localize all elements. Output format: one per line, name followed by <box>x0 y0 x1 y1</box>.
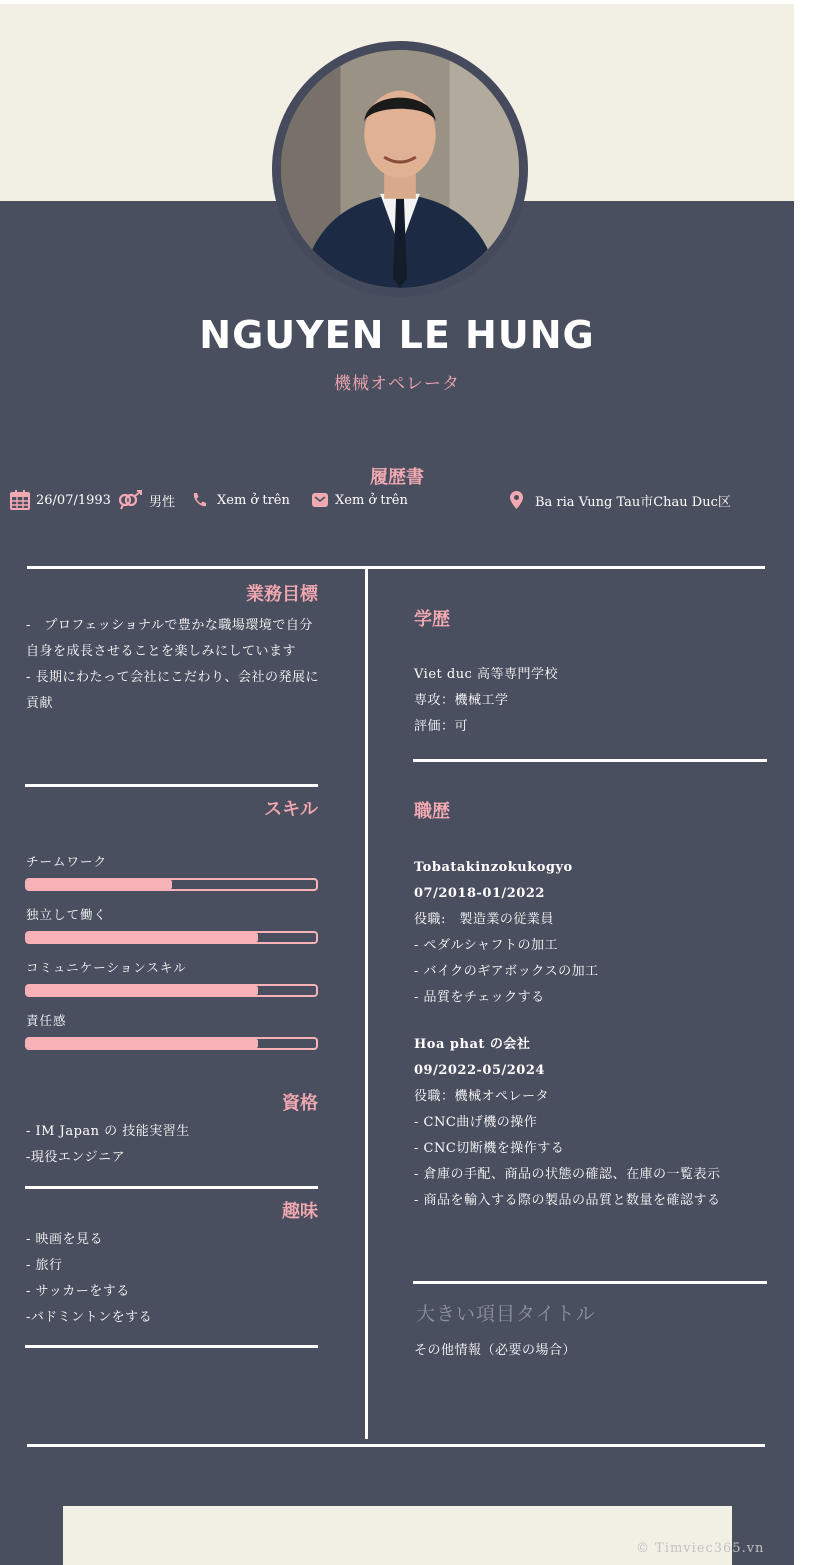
certificates-heading: 資格 <box>282 1093 318 1114</box>
education-line: 専攻：機械工学 <box>414 693 509 708</box>
objective-text <box>26 613 320 717</box>
skill-bar <box>25 931 318 944</box>
job-company: Tobatakinzokukogyo <box>414 860 573 875</box>
hobby-line: - 映画を見る <box>26 1232 104 1247</box>
other-heading: 大きい項目タイトル <box>416 1303 596 1325</box>
skill-fill <box>27 1039 258 1048</box>
bottom-band <box>63 1506 732 1565</box>
job-company: Hoa phat の会社 <box>414 1037 531 1052</box>
gender-icon <box>117 490 143 510</box>
hobbies-text <box>26 1227 152 1331</box>
skill-label: コミュニケーションスキル <box>26 960 187 975</box>
calendar-icon <box>10 490 30 510</box>
hobby-line: - サッカーをする <box>26 1284 130 1299</box>
certificate-line: -現役エンジニア <box>26 1150 126 1165</box>
job-line: 役職：機械オペレータ <box>414 1089 550 1104</box>
experience-heading: 職歴 <box>414 801 450 822</box>
job-period: 07/2018-01/2022 <box>414 886 545 901</box>
skill-label: 独立して働く <box>26 907 108 922</box>
skills-divider <box>25 784 318 787</box>
phone-text: Xem ở trên <box>217 492 290 508</box>
job-line: - 商品を輸入する際の製品の品質と数量を確認する <box>414 1193 721 1208</box>
hobbies-heading: 趣味 <box>282 1201 318 1222</box>
job-line: - CNC曲げ機の操作 <box>414 1115 538 1130</box>
hobby-line: - 旅行 <box>26 1258 63 1273</box>
skill-fill <box>27 880 172 889</box>
phone-icon <box>192 492 207 508</box>
other-line: その他情報（必要の場合） <box>414 1343 577 1358</box>
other-text <box>414 1338 576 1364</box>
job-title: 機械オペレータ <box>334 374 460 394</box>
skills-heading: スキル <box>264 799 318 820</box>
objective-heading: 業務目標 <box>246 584 318 605</box>
skill-fill <box>27 933 258 942</box>
top-divider <box>27 566 765 569</box>
gender-text: 男性 <box>148 494 175 510</box>
email-contact <box>311 489 408 511</box>
objective-line: - プロフェッショナルで豊かな職場環境で自分自身を成長させることを楽しみにしています <box>26 618 313 659</box>
job-entry <box>414 1032 721 1214</box>
birthday-gender <box>10 489 175 511</box>
column-divider <box>365 569 368 1439</box>
email-text: Xem ở trên <box>335 492 408 508</box>
job-line: - バイクのギアボックスの加工 <box>414 964 599 979</box>
job-period: 09/2022-05/2024 <box>414 1063 545 1078</box>
bottom-divider <box>27 1444 765 1447</box>
address-contact <box>510 489 731 511</box>
hobby-line: -バドミントンをする <box>26 1310 153 1325</box>
job-line: - CNC切断機を操作する <box>414 1141 565 1156</box>
avatar-photo <box>281 50 519 288</box>
cv-label: 履歴書 <box>370 467 424 488</box>
skill-bar <box>25 878 318 891</box>
objective-line: - 長期にわたって会社にこだわり、会社の発展に貢献 <box>26 670 320 711</box>
skill-label: チームワーク <box>26 854 108 869</box>
skill-fill <box>27 986 258 995</box>
avatar <box>272 41 528 297</box>
certificate-line: - IM Japan の 技能実習生 <box>26 1124 190 1139</box>
job-line: - ペダルシャフトの加工 <box>414 938 558 953</box>
other-divider <box>413 1281 767 1284</box>
address-text: Ba ria Vung Tau市Chau Duc区 <box>535 494 731 510</box>
watermark: © Timviec365.vn <box>636 1541 765 1556</box>
left-end-divider <box>25 1345 318 1348</box>
education-line: 評価：可 <box>414 719 469 734</box>
hobbies-divider <box>25 1186 318 1189</box>
skill-bar <box>25 984 318 997</box>
birthday-text: 26/07/1993 <box>36 492 111 508</box>
phone-contact <box>192 489 290 511</box>
location-icon <box>510 491 523 509</box>
candidate-name: NGUYEN LE HUNG <box>199 313 595 357</box>
skill-label: 責任感 <box>26 1013 67 1028</box>
experience-divider <box>413 759 767 762</box>
job-line: 役職: 製造業の従業員 <box>414 912 554 927</box>
job-entry <box>414 855 599 1011</box>
certificates-text <box>26 1119 190 1171</box>
education-text <box>414 662 558 740</box>
skill-bar <box>25 1037 318 1050</box>
job-line: - 倉庫の手配、商品の状態の確認、在庫の一覧表示 <box>414 1167 721 1182</box>
job-line: - 品質をチェックする <box>414 990 545 1005</box>
email-icon <box>311 492 329 508</box>
education-line: Viet duc 高等専門学校 <box>414 667 558 682</box>
education-heading: 学歴 <box>414 609 450 630</box>
person-photo-icon <box>281 50 519 288</box>
